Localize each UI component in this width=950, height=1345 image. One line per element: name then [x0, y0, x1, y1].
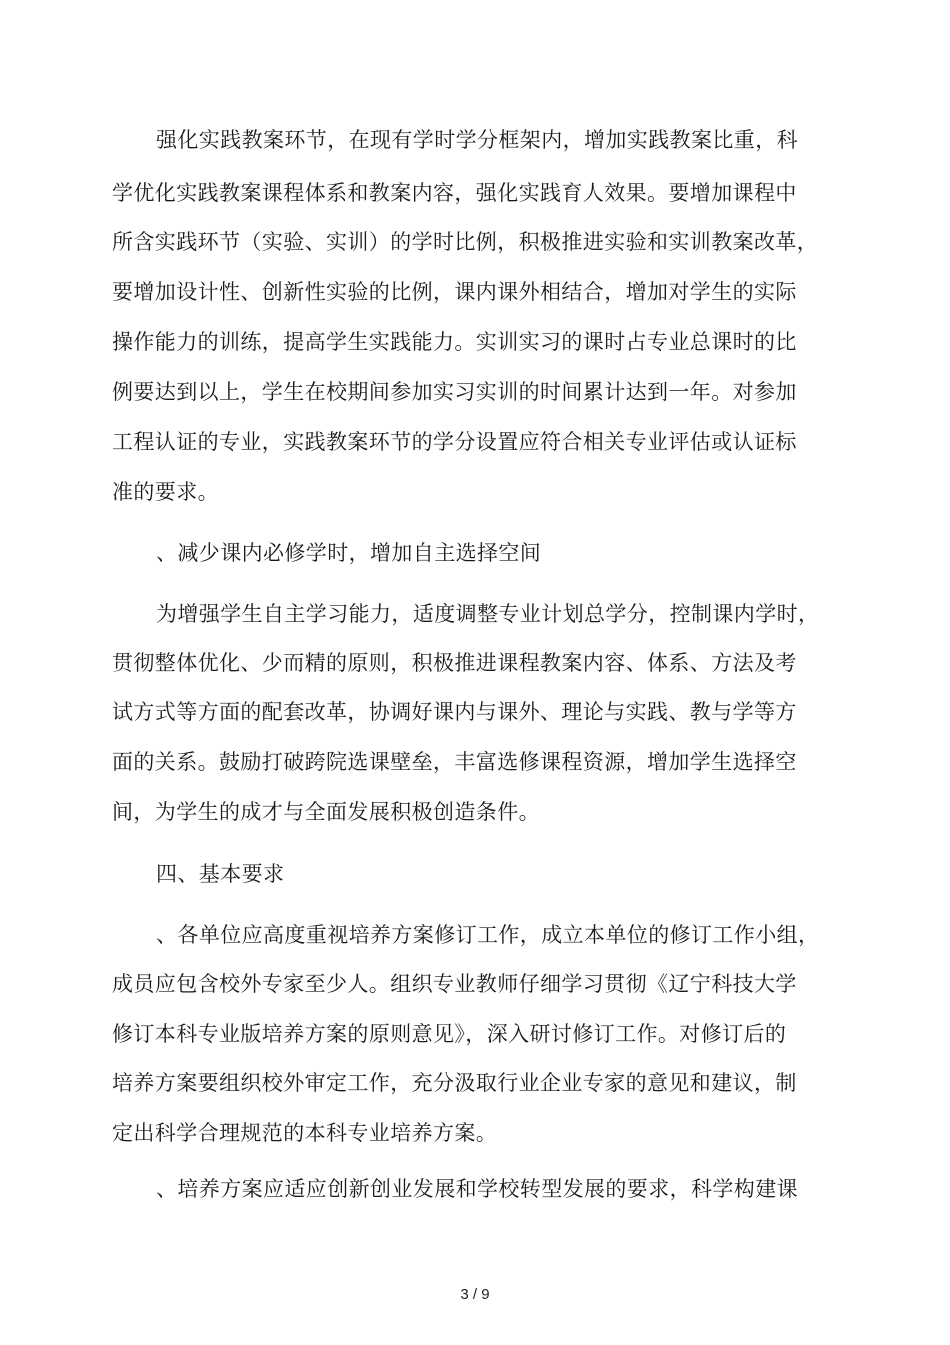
section-heading-reduce-required-hours: 、减少课内必修学时，增加自主选择空间 — [156, 541, 542, 565]
paragraph-1-line-7: 工程认证的专业，实践教案环节的学分设置应符合相关专业评估或认证标 — [112, 430, 797, 454]
paragraph-1-line-4: 要增加设计性、创新性实验的比例，课内课外相结合，增加对学生的实际 — [112, 280, 797, 304]
paragraph-5-line-5: 定出科学合理规范的本科专业培养方案。 — [112, 1121, 498, 1145]
page-number: 3 / 9 — [460, 1286, 490, 1303]
paragraph-3-line-2: 贯彻整体优化、少而精的原则，积极推进课程教案内容、体系、方法及考 — [112, 651, 797, 675]
paragraph-1-line-2: 学优化实践教案课程体系和教案内容，强化实践育人效果。要增加课程中 — [112, 181, 797, 205]
paragraph-5-line-4: 培养方案要组织校外审定工作，充分汲取行业企业专家的意见和建议，制 — [112, 1071, 797, 1095]
paragraph-1-line-3: 所含实践环节（实验、实训）的学时比例，积极推进实验和实训教案改革， — [112, 230, 819, 254]
paragraph-5-line-2: 成员应包含校外专家至少人。组织专业教师仔细学习贯彻《辽宁科技大学 — [112, 972, 797, 996]
paragraph-1-line-6: 例要达到以上，学生在校期间参加实习实训的时间累计达到一年。对参加 — [112, 380, 797, 404]
paragraph-1-line-1: 强化实践教案环节，在现有学时学分框架内，增加实践教案比重，科 — [156, 128, 798, 152]
section-heading-basic-requirements: 四、基本要求 — [156, 862, 285, 886]
paragraph-3-line-3: 试方式等方面的配套改革，协调好课内与课外、理论与实践、教与学等方 — [112, 700, 797, 724]
paragraph-3-line-4: 面的关系。鼓励打破跨院选课壁垒，丰富选修课程资源，增加学生选择空 — [112, 750, 797, 774]
paragraph-5-line-1: 、各单位应高度重视培养方案修订工作，成立本单位的修订工作小组， — [156, 923, 820, 947]
paragraph-5-line-3: 修订本科专业版培养方案的原则意见》，深入研讨修订工作。对修订后的 — [112, 1022, 787, 1046]
paragraph-1-line-5: 操作能力的训练，提高学生实践能力。实训实习的课时占专业总课时的比 — [112, 330, 797, 354]
paragraph-3-line-5: 间，为学生的成才与全面发展积极创造条件。 — [112, 800, 540, 824]
paragraph-3-line-1: 为增强学生自主学习能力，适度调整专业计划总学分，控制课内学时， — [156, 602, 820, 626]
paragraph-6-line-1: 、培养方案应适应创新创业发展和学校转型发展的要求，科学构建课 — [156, 1177, 798, 1201]
paragraph-1-line-8: 准的要求。 — [112, 480, 219, 504]
